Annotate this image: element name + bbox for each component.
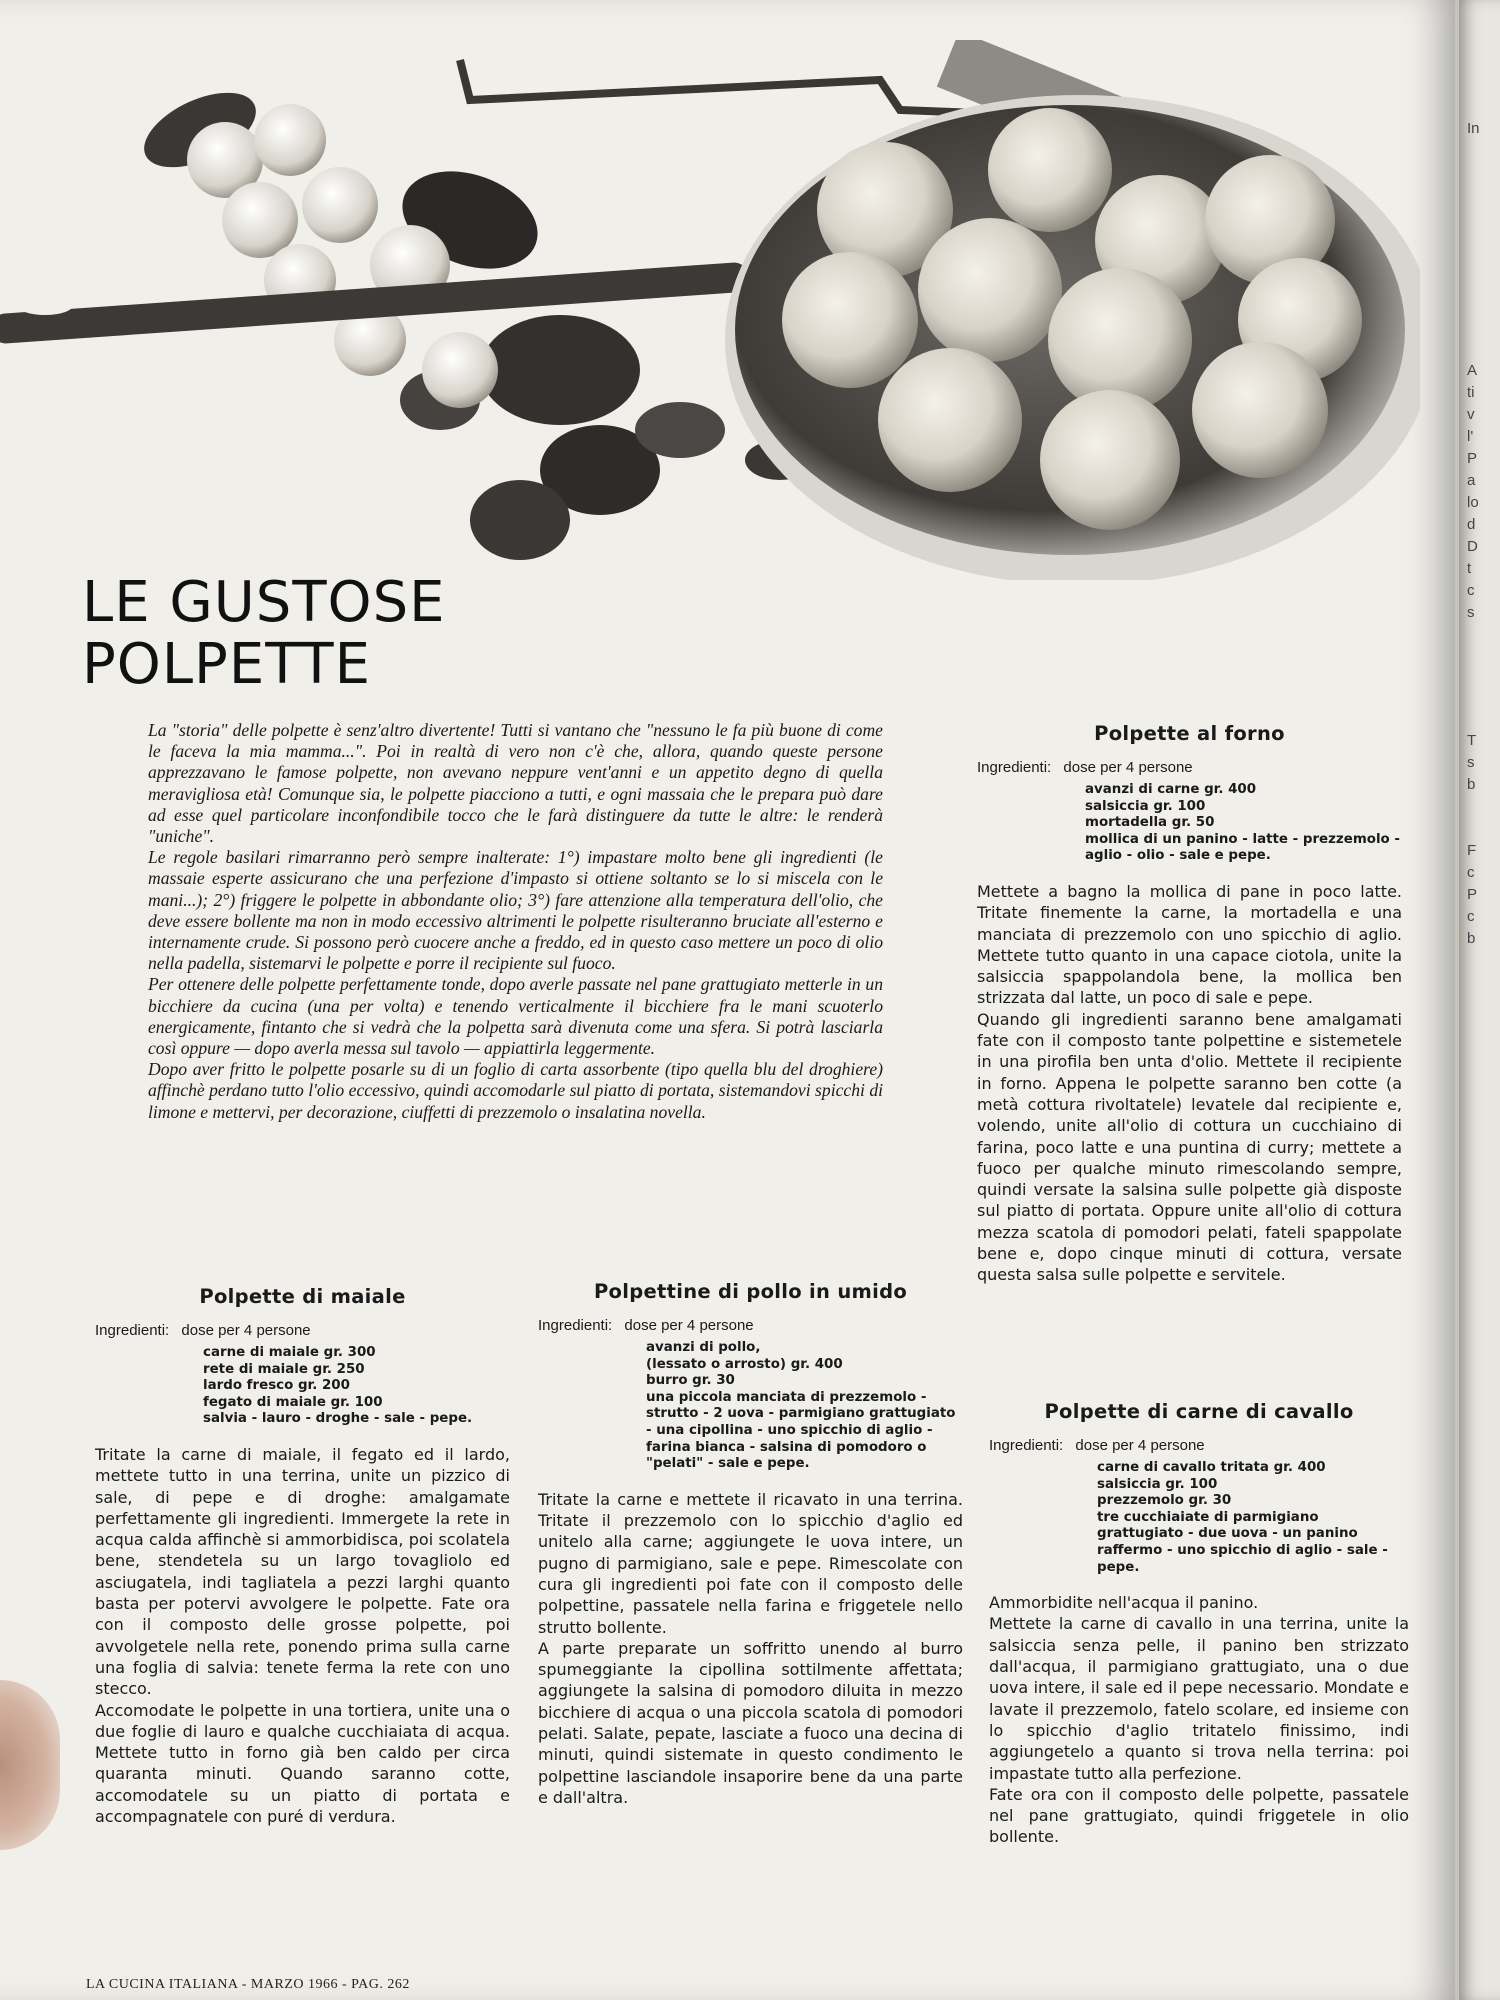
recipe-paragraph: Ammorbidite nell'acqua il panino. bbox=[989, 1593, 1259, 1613]
meatballs-pan-photo bbox=[0, 40, 1420, 580]
recipe-title: Polpettine di pollo in umido bbox=[593, 1280, 908, 1303]
recipe-title: Polpette di carne di cavallo bbox=[1044, 1400, 1354, 1423]
ingredients-label: Ingredienti: bbox=[95, 1322, 170, 1339]
intro-paragraph: Per ottenere delle polpette perfettamente tonde, dopo averle passate nel pane grattugiato metterle in un bicchiere da cucina (una per volta) e tenendo verticalmente il bicchiere fra le mani scuoterlo energicamente, fintanto che si vedrà che la polpetta sarà divenuta come una sfera. Si potrà lasciarla così oppure — dopo averla messa sul tavolo — appiattirla leggermente. bbox=[148, 974, 883, 1059]
recipe-title: Polpette di maiale bbox=[199, 1285, 406, 1308]
next-page-fragment: b bbox=[1467, 930, 1476, 947]
recipe-paragraph: A parte preparate un soffritto unendo al burro spumeggiante la cipollina sottilmente affettata; aggiungete la salsina di pomodoro diluita in mezzo bicchiere di acqua o una piccola scatola di pomodori pelati. Salate, pepate, lasciate a fuoco una decina di minuti, quindi sistemate in questo condimento le polpettine lasciandole insaporire bene da una parte e dall'altra. bbox=[538, 1638, 963, 1807]
ingredients-dose: dose per 4 persone bbox=[1063, 759, 1193, 776]
next-page-fragment: D bbox=[1467, 538, 1478, 555]
next-page-fragment: a bbox=[1467, 472, 1476, 489]
ingredient-list bbox=[95, 1345, 510, 1428]
recipe-body bbox=[95, 1444, 510, 1827]
next-page-edge bbox=[1455, 0, 1500, 2000]
intro-paragraph: La "storia" delle polpette è senz'altro divertente! Tutti si vantano che "nessuno le fa più buone di come le faceva la mia mamma...". Poi in realtà di vero non c'è che, allora, quando queste persone apprezzavano le famose polpette, non avevano neppure vent'anni e un appetito degno di quella meravigliosa età! Comunque sia, le polpette piacciono a tutti, e ogni massaia che le prepara può dare ad esse quel particolare inconfondibile tocco che le farà distinguere da tutte le altre: le renderà "uniche". bbox=[148, 720, 883, 847]
ingredient-item: carne di maiale gr. 300 bbox=[203, 1345, 376, 1360]
next-page-fragment: T bbox=[1467, 732, 1477, 749]
recipe-polpette-al-forno bbox=[977, 722, 1402, 1286]
next-page-fragment: s bbox=[1467, 754, 1475, 771]
ingredient-item: salvia - lauro - droghe - sale - pepe. bbox=[203, 1411, 473, 1427]
next-page-fragment: F bbox=[1467, 842, 1477, 859]
ingredient-item: fegato di maiale gr. 100 bbox=[203, 1394, 383, 1410]
recipe-paragraph: Mettete a bagno la mollica di pane in poco latte. Tritate finemente la carne, la mortadella e una manciata di prezzemolo con uno spicchio di aglio. Mettete tutto quanto in una capace ciotola, unite la salsiccia spappolandola bene, la mollica ben strizzata dal latte, un poco di sale e pepe. bbox=[977, 881, 1402, 1008]
article-title bbox=[82, 572, 446, 696]
next-page-fragment: c bbox=[1467, 908, 1475, 925]
recipe-paragraph: Mettete la carne di cavallo in una terrina, unite la salsiccia senza pelle, il panino ben strizzato dall'acqua, il parmigiano grattugiato, una o due uova intere, il sale ed il pepe necessario. Mondate e lavate il prezzemolo, fatelo scolare, ed insieme con lo spicchio d'aglio tritatelo finissimo, indi aggiungetelo a quanto si trova nella terrina: poi impastate tutto alla perfezione. bbox=[989, 1614, 1409, 1783]
ingredient-item: prezzemolo gr. 30 bbox=[1097, 1493, 1232, 1509]
recipe-paragraph: Fate ora con il composto delle polpette, passatele nel pane grattugiato, quindi friggetele in olio bollente. bbox=[989, 1784, 1409, 1847]
ingredient-item: (lessato o arrosto) gr. 400 bbox=[646, 1356, 843, 1372]
intro-paragraph: Dopo aver fritto le polpette posarle su di un foglio di carta assorbente (tipo quella blu del droghiere) affinchè perdano tutto l'olio eccessivo, quindi accomodarle sul piatto di portata, sistemandovi spicchi di limone e mettervi, per decorazione, ciuffetti di prezzemolo o insalatina novella. bbox=[148, 1059, 883, 1122]
ingredients-header bbox=[989, 1437, 1409, 1454]
intro-paragraph: Le regole basilari rimarranno però sempre inalterate: 1°) impastare molto bene gli ingredienti (le massaie esperte assicurano che una perfezione d'impasto si ottiene soltanto se lo si miscela con le mani...); 2°) friggere le polpette in abbondante olio; 3°) fare attenzione alla temperatura dell'olio, che deve essere bollente ma non in modo eccessivo altrimenti le polpette risulteranno bruciate all'esterno e internamente crude. Si possono però cuocere anche a freddo, ed in questo caso mettere un poco di olio nella padella, sistemarvi le polpette e porre il recipiente sul fuoco. bbox=[148, 847, 883, 974]
ingredient-item: lardo fresco gr. 200 bbox=[203, 1378, 350, 1394]
next-page-fragment: P bbox=[1467, 886, 1478, 903]
next-page-fragment: P bbox=[1467, 450, 1478, 467]
title-line-1: LE GUSTOSE bbox=[82, 570, 446, 635]
next-page-fragment: c bbox=[1467, 864, 1475, 881]
ingredient-item: salsiccia gr. 100 bbox=[1097, 1476, 1218, 1492]
next-page-fragment: d bbox=[1467, 516, 1476, 533]
ingredient-item: avanzi di carne gr. 400 bbox=[1085, 782, 1257, 797]
ingredient-item: rete di maiale gr. 250 bbox=[203, 1361, 365, 1377]
next-page-fragment: b bbox=[1467, 776, 1476, 793]
recipe-body bbox=[538, 1489, 963, 1808]
recipe-paragraph: Tritate la carne e mettete il ricavato in una terrina. Tritate il prezzemolo con lo spicchio d'aglio ed unitelo alla carne; aggiungete le uova intere, un pugno di parmigiano, sale e pepe. Rimescolate con cura gli ingredienti poi fate con il composto delle polpettine, passatele nella farina e friggetele nello strutto bollente. bbox=[538, 1489, 963, 1637]
title-line-2: POLPETTE bbox=[82, 632, 372, 697]
recipe-title: Polpette al forno bbox=[1094, 722, 1285, 745]
recipe-body bbox=[989, 1592, 1409, 1848]
ingredients-header bbox=[95, 1322, 510, 1339]
intro-text bbox=[148, 720, 883, 1123]
ingredient-item: carne di cavallo tritata gr. 400 bbox=[1097, 1460, 1326, 1475]
ingredients-label: Ingredienti: bbox=[977, 759, 1052, 776]
next-page-fragment: c bbox=[1467, 582, 1475, 599]
ingredients-dose: dose per 4 persone bbox=[1075, 1437, 1205, 1454]
next-page-fragment: lo bbox=[1467, 494, 1479, 511]
recipe-polpettine-di-pollo-in-umido bbox=[538, 1280, 963, 1808]
ingredient-item: mortadella gr. 50 bbox=[1085, 815, 1215, 831]
ingredient-item: salsiccia gr. 100 bbox=[1085, 798, 1206, 814]
page-footer: LA CUCINA ITALIANA - MARZO 1966 - PAG. 262 bbox=[86, 1977, 410, 1992]
next-page-fragment: s bbox=[1467, 604, 1475, 621]
ingredient-item: avanzi di pollo, bbox=[646, 1340, 761, 1355]
recipe-body bbox=[977, 881, 1402, 1286]
next-page-fragment: A bbox=[1467, 362, 1478, 379]
ingredients-label: Ingredienti: bbox=[989, 1437, 1064, 1454]
next-page-fragment: ti bbox=[1467, 384, 1475, 401]
next-page-fragment: In bbox=[1467, 120, 1480, 137]
ingredients-label: Ingredienti: bbox=[538, 1317, 613, 1334]
ingredient-item: una piccola manciata di prezzemolo - strutto - 2 uova - parmigiano grattugiato - una cipollina - uno spicchio di aglio - farina bianca - salsina di pomodoro o "pelati" - sale e pepe. bbox=[646, 1389, 956, 1472]
ingredients-header bbox=[538, 1317, 963, 1334]
recipe-paragraph: Quando gli ingredienti saranno bene amalgamati fate con il composto tante polpettine e sistemetele in una pirofila ben unta d'olio. Mettete il recipiente in forno. Appena le polpette saranno ben cotte (a metà cottura rivoltatele) levatele dal recipiente e, volendo, unite all'olio di cottura un cucchiaino di farina, poco latte e una puntina di curry; mettete a fuoco per qualche minuto rimescolando sempre, quindi versate la salsina sulle polpette già disposte sul piatto di portata. Oppure unite all'olio di cottura mezza scatola di pomodori pelati, fateli spappolate bene e, dopo cinque minuti di cottura, versate questa salsa sulle polpette e servitele. bbox=[977, 1009, 1402, 1285]
ingredient-list bbox=[538, 1340, 963, 1473]
ingredients-dose: dose per 4 persone bbox=[624, 1317, 754, 1334]
recipe-paragraph: Accomodate le polpette in una tortiera, unite una o due foglie di lauro e qualche cucchiaiata di acqua. Mettete tutto in forno già ben caldo per circa quaranta minuti. Quando saranno cotte, accomodatele su un piatto di portata e accompagnatele con puré di verdura. bbox=[95, 1700, 510, 1827]
recipe-polpette-di-maiale bbox=[95, 1285, 510, 1827]
ingredient-list bbox=[989, 1460, 1409, 1576]
ingredient-item: mollica di un panino - latte - prezzemolo - aglio - olio - sale e pepe. bbox=[1085, 831, 1400, 864]
recipe-paragraph: Tritate la carne di maiale, il fegato ed il lardo, mettete tutto in una terrina, unite un pizzico di sale, di pepe e di droghe: amalgamate perfettamente gli ingredienti. Immergete la rete in acqua calda affinchè si ammorbidisca, poi scolatela bene, stendetela su un largo tovagliolo ed asciugatela, indi tagliatela a pezzi larghi quanto basta per potervi avvolgere le polpette. Fate ora con il composto delle grosse polpette, poi avvolgetele nella rete, ponendo prima sulla carne una foglia di salvia: tenete ferma la rete con uno stecco. bbox=[95, 1444, 510, 1699]
ingredients-header bbox=[977, 759, 1402, 776]
thumb-shadow bbox=[0, 1680, 60, 1850]
ingredient-item: burro gr. 30 bbox=[646, 1373, 735, 1389]
next-page-fragment: t bbox=[1467, 560, 1472, 577]
ingredients-dose: dose per 4 persone bbox=[181, 1322, 311, 1339]
ingredient-item: tre cucchiaiate di parmigiano grattugiato - due uova - un panino raffermo - uno spicchio di aglio - sale - pepe. bbox=[1097, 1509, 1388, 1575]
recipe-polpette-di-carne-di-cavallo bbox=[989, 1400, 1409, 1848]
next-page-fragment: l' bbox=[1467, 428, 1474, 445]
ingredient-list bbox=[977, 782, 1402, 865]
next-page-fragment: v bbox=[1467, 406, 1475, 423]
